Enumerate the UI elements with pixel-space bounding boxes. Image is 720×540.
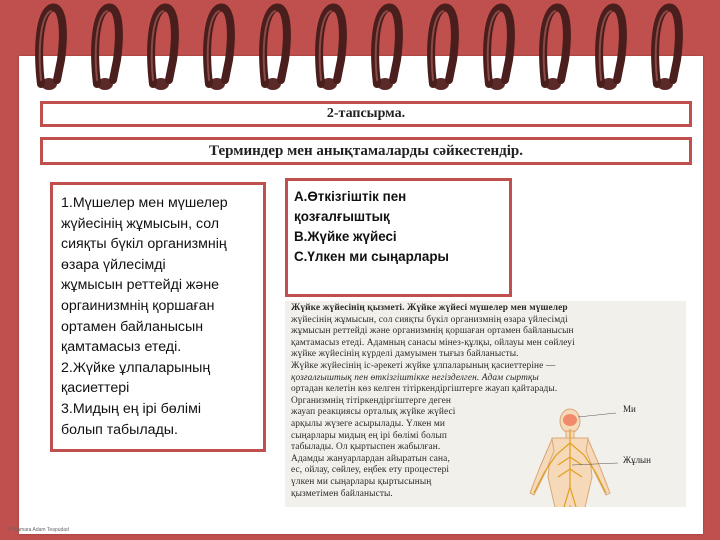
instruction-bar	[40, 137, 692, 165]
binder-ring	[655, 8, 679, 90]
excerpt-line: қозғалғыштық пен өткізгіштікке негізделген. Адам сыртқы	[291, 372, 539, 383]
binder-ring	[487, 8, 511, 90]
terms-box	[285, 178, 512, 297]
definition-line: 1.Мүшелер мен мүшелер	[61, 195, 228, 211]
excerpt-line: жұмысын реттейді және организмнің қоршаған ортамен байланысын	[291, 326, 574, 337]
excerpt-line: қызметімен байланысты.	[291, 488, 393, 499]
excerpt-line: жүйесінің жұмысын, сол сияқты бүкіл организмнің өзара үйлесімді	[291, 314, 568, 325]
excerpt-line: сыңарлары мидың ең ірі бөлімі болып	[291, 430, 447, 441]
definition-line: қасиеттері	[61, 380, 130, 397]
definition-line: оргаинизмнің қоршаған	[61, 297, 215, 314]
binder-rings-graphic	[0, 0, 720, 100]
excerpt-line: Адамды жануарлардан айыратын сана,	[291, 453, 450, 464]
definition-line: жұмысын реттейді және	[61, 277, 220, 294]
definition-line: 3.Мидың ең ірі бөлімі	[61, 400, 201, 417]
excerpt-line: Жүйке жүйесінің іс-әрекеті жүйке ұлпаларының қасиеттеріне —	[291, 360, 556, 371]
excerpt-line: жауап реакциясы орталық жүйке жүйесі	[291, 407, 456, 418]
excerpt-line: Жүйке жүйесінің қызметі. Жүйке жүйесі мүшелер мен мүшелер	[291, 303, 568, 313]
task-header	[40, 101, 692, 127]
definition-line: 2.Жүйке ұлпаларының	[61, 359, 211, 376]
binder-ring	[263, 8, 287, 90]
task-title: 2-тапсырма.	[326, 106, 406, 121]
instruction-text: Терминдер мен анықтамаларды сәйкестендір.	[209, 142, 523, 159]
binder-ring	[151, 8, 175, 90]
textbook-excerpt	[285, 301, 686, 507]
binder-ring	[431, 8, 455, 90]
binder-ring	[375, 8, 399, 90]
definition-line: ортамен байланысын	[61, 318, 204, 335]
excerpt-line: Организмнің тітіркендіргіштерге деген	[291, 395, 452, 406]
excerpt-line: қамтамасыз етеді. Адамның санасы мінез-құлқы, ойлауы мен сөйлеуі	[291, 337, 575, 348]
excerpt-line: ес, ойлау, сөйлеу, еңбек ету процестері	[291, 465, 450, 476]
excerpt-line: жүйке жүйесінің күрделі дамуымен тығыз байланысты.	[291, 349, 519, 360]
binder-ring	[207, 8, 231, 90]
binder-ring	[319, 8, 343, 90]
excerpt-line: ортадан келетін көз келген тітіркендіргіштерге жауап қайтарады.	[291, 384, 558, 395]
definition-line: жүйесінің жұмысын, сол	[61, 215, 220, 232]
term-line: В.Жүйке жүйесі	[294, 229, 397, 244]
term-line: қозғалғыштық	[294, 209, 390, 224]
term-line: С.Үлкен ми сыңарлары	[294, 249, 449, 264]
figure-label-brain: Ми	[623, 404, 636, 414]
copyright-note: © Alamara Adam Teapudad	[8, 527, 69, 533]
binder-ring	[543, 8, 567, 90]
definition-line: сияқты бүкіл организмнің	[61, 236, 227, 253]
definitions-box	[50, 182, 266, 452]
excerpt-line: табылады. Ол қыртыспен жабылған.	[291, 442, 441, 453]
definition-line: өзара үйлесімді	[61, 256, 166, 273]
term-line: А.Өткізгіштік пен	[294, 189, 407, 204]
excerpt-line: үлкен ми сыңарлары қыртысының	[291, 476, 432, 487]
definition-line: қамтамасыз етеді.	[61, 339, 182, 356]
binder-ring	[39, 8, 63, 90]
figure-label-spinal-cord: Жұлын	[623, 455, 651, 465]
excerpt-line: арқылы жүзеге асырылады. Үлкен ми	[291, 418, 446, 429]
binder-ring	[599, 8, 623, 90]
binder-ring	[95, 8, 119, 90]
definition-line: болып табылады.	[61, 421, 178, 438]
